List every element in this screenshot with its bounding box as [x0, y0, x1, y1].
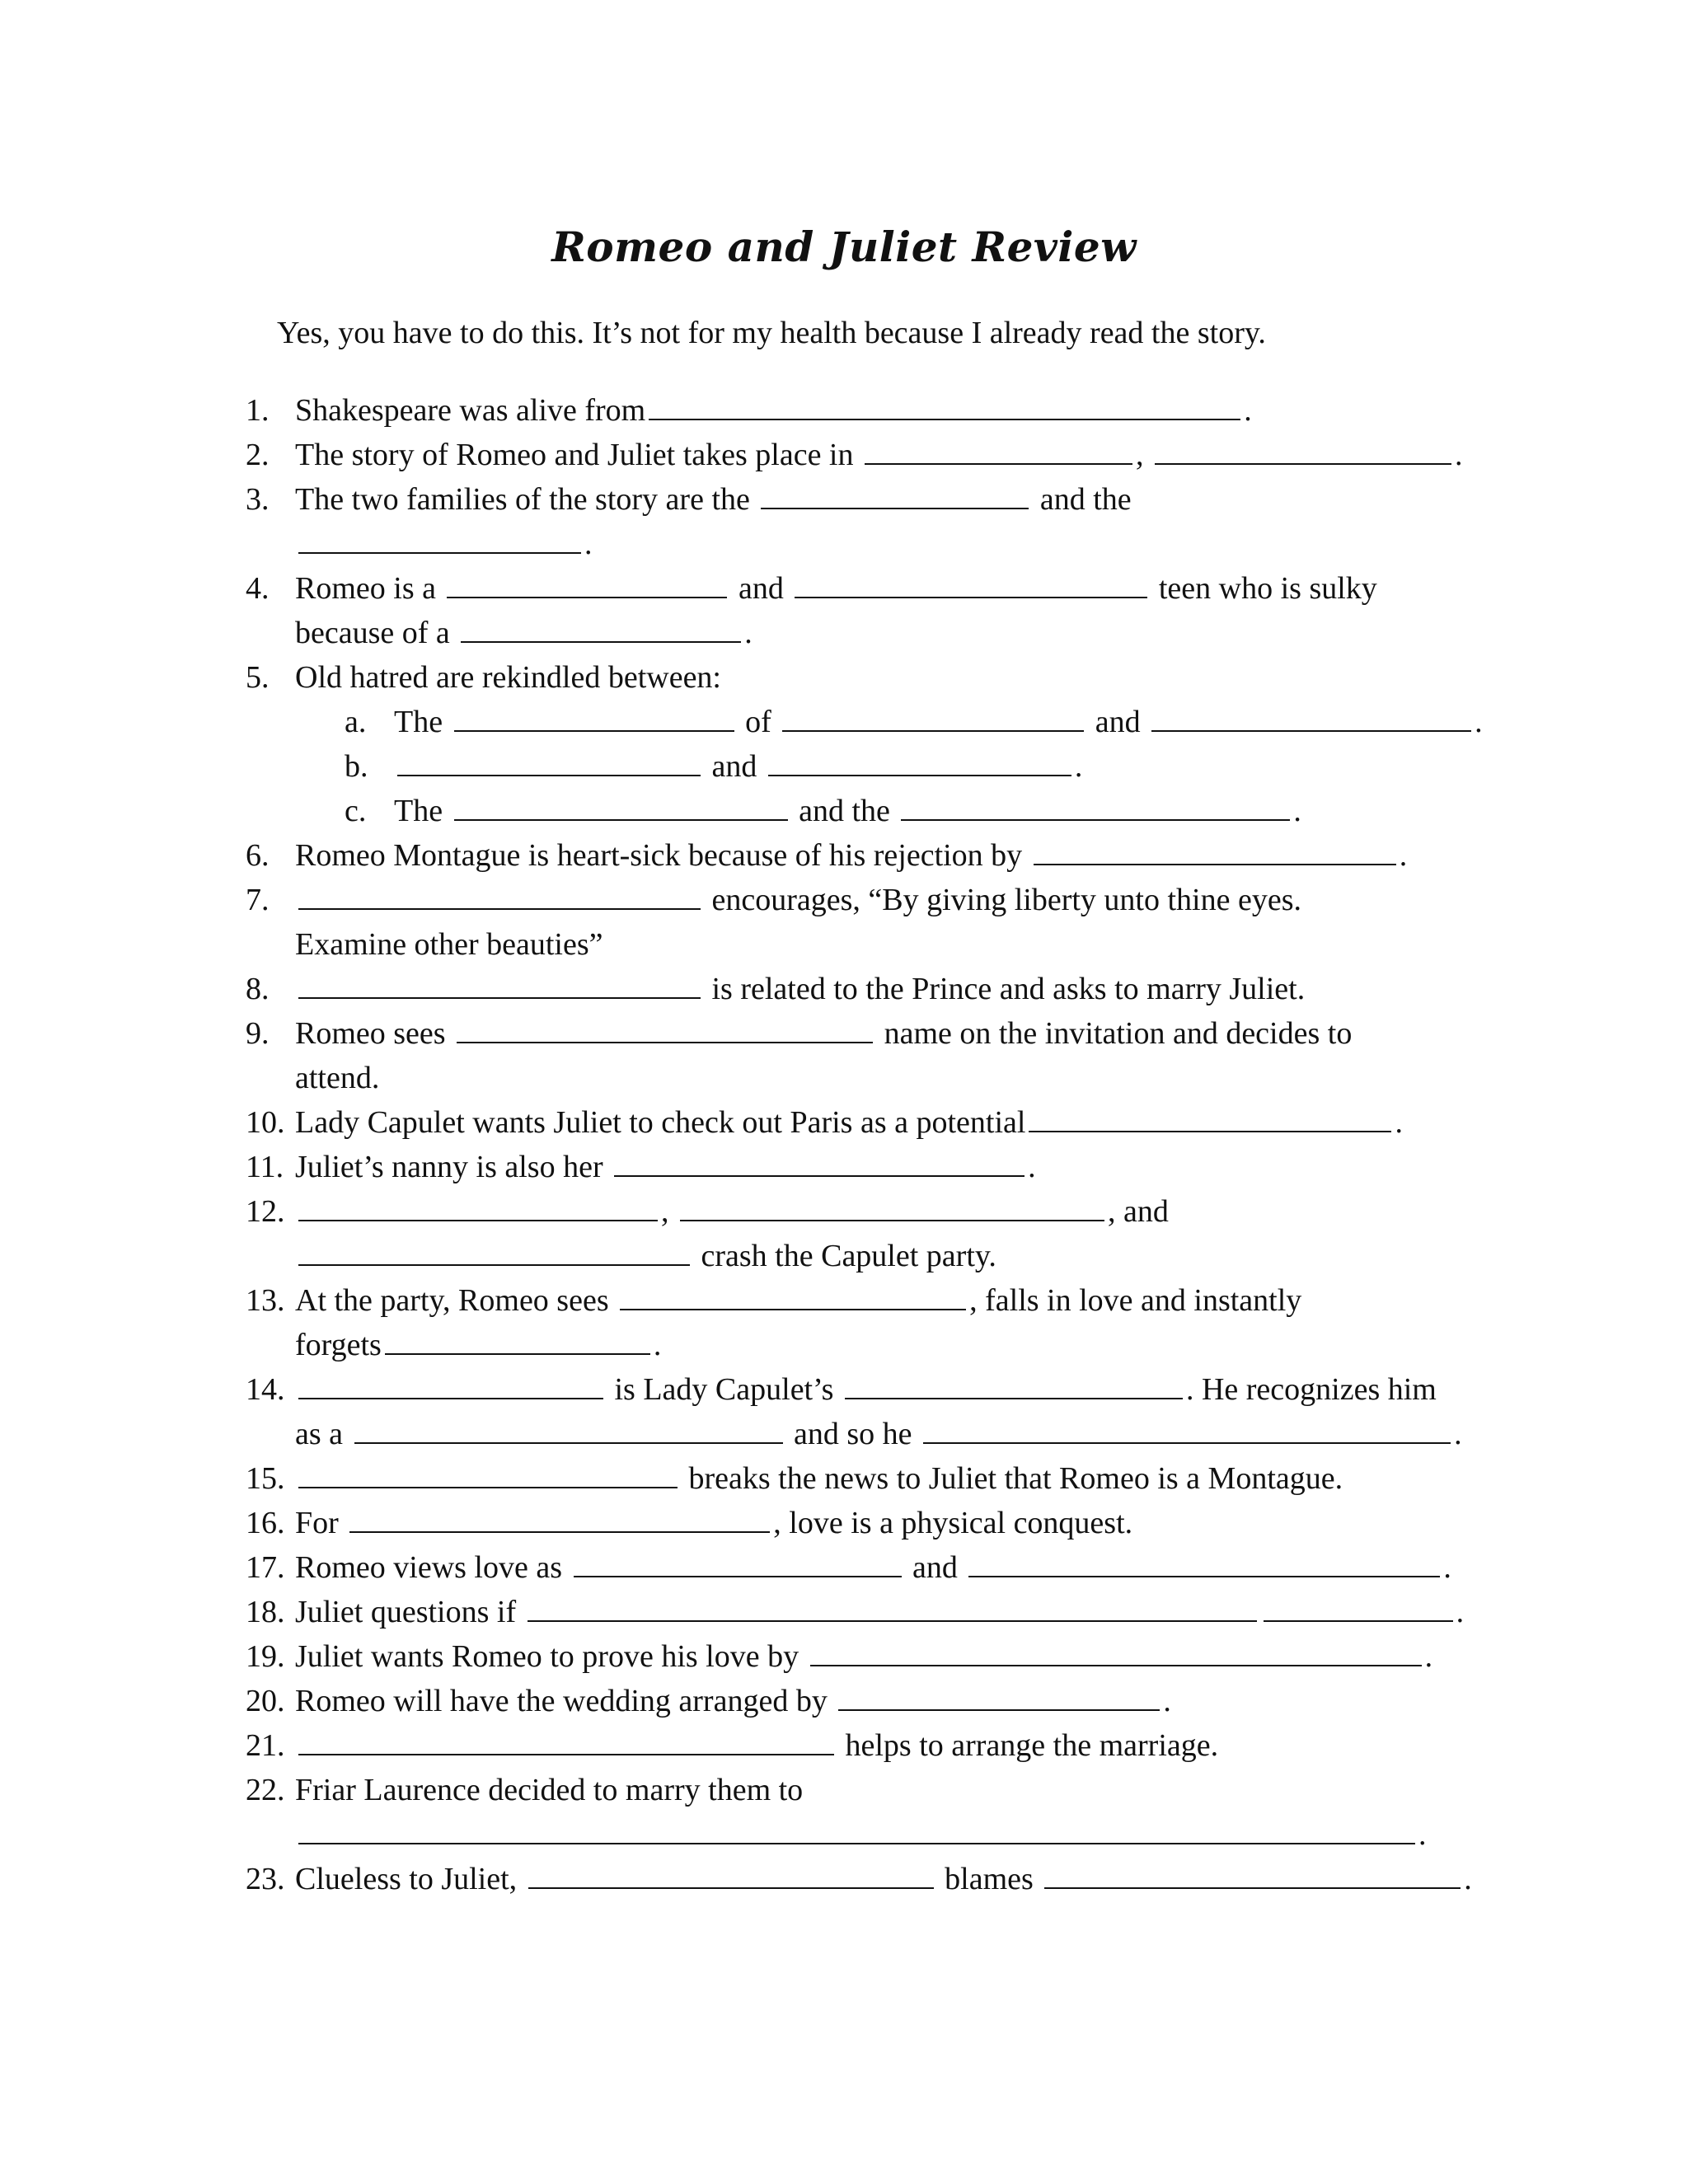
question-text: [295, 567, 1377, 610]
question-text-segment: Juliet questions if: [295, 1595, 524, 1629]
question-text-segment: Shakespeare was alive from: [295, 393, 646, 428]
question-text-segment: The story of Romeo and Juliet takes place in: [295, 438, 861, 472]
question-text-segment: .: [1163, 1684, 1171, 1718]
answer-blank[interactable]: [768, 745, 1071, 776]
answer-blank[interactable]: [782, 701, 1084, 732]
answer-blank[interactable]: [447, 567, 727, 598]
question-number: 20.: [246, 1684, 285, 1718]
question-text: [295, 1279, 1301, 1322]
question-text-segment: blames: [936, 1862, 1042, 1896]
answer-blank[interactable]: [298, 1368, 603, 1399]
question-text-segment: of: [737, 705, 780, 739]
question-text-segment: as a: [295, 1417, 351, 1451]
answer-blank[interactable]: [1264, 1591, 1453, 1622]
question-number: 3.: [246, 482, 270, 517]
answer-blank[interactable]: [901, 790, 1290, 821]
question-text: [295, 434, 1463, 476]
question-text: [295, 656, 721, 699]
question-text-segment: and: [730, 571, 792, 606]
answer-blank[interactable]: [298, 1457, 678, 1488]
answer-blank[interactable]: [680, 1190, 1104, 1221]
question-number: 6.: [246, 838, 270, 873]
answer-blank[interactable]: [845, 1368, 1183, 1399]
question-text-segment: attend.: [295, 1061, 380, 1095]
answer-blank[interactable]: [349, 1502, 770, 1533]
answer-blank[interactable]: [461, 612, 741, 643]
question-text-segment: .: [1475, 705, 1483, 739]
question-number: 21.: [246, 1728, 285, 1763]
question-text-segment: Romeo is a: [295, 571, 444, 606]
question-text: [295, 879, 1301, 921]
question-text-segment: .: [1395, 1105, 1403, 1140]
question-text: [295, 1680, 1171, 1722]
answer-blank[interactable]: [838, 1680, 1160, 1711]
answer-blank[interactable]: [620, 1279, 966, 1310]
question-text-segment: The two families of the story are the: [295, 482, 758, 517]
question-text-segment: forgets: [295, 1328, 382, 1362]
question-text-segment: .: [1464, 1862, 1472, 1896]
answer-blank[interactable]: [298, 1235, 690, 1266]
question-number: c.: [345, 794, 367, 828]
question-number: 12.: [246, 1194, 285, 1229]
answer-blank[interactable]: [454, 701, 734, 732]
question-text: [295, 1324, 661, 1366]
answer-blank[interactable]: [1044, 1858, 1461, 1889]
question-text: [394, 701, 1483, 743]
question-text: [295, 1101, 1403, 1144]
question-text-segment: is related to the Prince and asks to marry Juliet.: [704, 972, 1306, 1006]
question-text: [295, 834, 1407, 877]
answer-blank[interactable]: [298, 1190, 658, 1221]
question-text-segment: .: [584, 527, 593, 561]
question-text: [295, 1235, 996, 1277]
question-text: [295, 1724, 1218, 1767]
question-text-segment: For: [295, 1506, 347, 1540]
question-text-segment: .: [1028, 1150, 1036, 1184]
question-number: 11.: [246, 1150, 284, 1184]
question-number: 5.: [246, 660, 270, 695]
question-number: 14.: [246, 1372, 285, 1407]
question-number: 13.: [246, 1283, 285, 1318]
question-text: [295, 1546, 1451, 1589]
question-number: 1.: [246, 393, 270, 428]
question-number: 19.: [246, 1639, 285, 1674]
answer-blank[interactable]: [385, 1324, 650, 1355]
intro-text: Yes, you have to do this. It’s not for my health because I already read the story.: [277, 316, 1266, 350]
question-text-segment: teen who is sulky: [1151, 571, 1377, 606]
question-text: [295, 968, 1305, 1010]
question-number: 23.: [246, 1862, 285, 1896]
question-text-segment: breaks the news to Juliet that Romeo is a Montague.: [681, 1461, 1343, 1496]
answer-blank[interactable]: [865, 434, 1132, 465]
question-text-segment: , falls in love and instantly: [969, 1283, 1302, 1318]
question-number: 22.: [246, 1773, 285, 1807]
answer-blank[interactable]: [923, 1413, 1451, 1444]
question-text-segment: .: [653, 1328, 662, 1362]
answer-blank[interactable]: [298, 879, 701, 910]
answer-blank[interactable]: [574, 1546, 902, 1577]
question-text: [295, 1813, 1427, 1856]
question-text-segment: The: [394, 705, 451, 739]
question-text-segment: Examine other beauties”: [295, 927, 603, 962]
page-title: Romeo and Juliet Review: [551, 223, 1137, 271]
answer-blank[interactable]: [454, 790, 788, 821]
question-text: [295, 1591, 1464, 1633]
question-text-segment: , love is a physical conquest.: [773, 1506, 1133, 1540]
question-number: 17.: [246, 1550, 285, 1585]
question-number: 8.: [246, 972, 270, 1006]
question-number: 7.: [246, 883, 270, 917]
answer-blank[interactable]: [810, 1635, 1422, 1666]
question-text: [295, 1502, 1132, 1544]
answer-blank[interactable]: [298, 1724, 834, 1755]
question-text-segment: because of a: [295, 616, 458, 650]
question-text-segment: Lady Capulet wants Juliet to check out Paris as a potential: [295, 1105, 1026, 1140]
answer-blank[interactable]: [761, 478, 1029, 509]
question-text: [295, 1858, 1472, 1900]
answer-blank[interactable]: [1155, 434, 1451, 465]
question-text: [295, 523, 593, 565]
question-text: [295, 1769, 803, 1811]
question-text: [295, 1012, 1352, 1055]
question-number: 2.: [246, 438, 270, 472]
question-text-segment: .: [1455, 438, 1463, 472]
answer-blank[interactable]: [298, 968, 701, 999]
question-text-segment: and: [704, 749, 765, 784]
answer-blank[interactable]: [1034, 834, 1396, 865]
question-text-segment: name on the invitation and decides to: [876, 1016, 1353, 1051]
question-text: [295, 1190, 1169, 1233]
question-text-segment: .: [744, 616, 753, 650]
answer-blank[interactable]: [968, 1546, 1440, 1577]
question-text-segment: Romeo Montague is heart-sick because of his rejection by: [295, 838, 1030, 873]
question-text-segment: crash the Capulet party.: [693, 1239, 996, 1273]
question-text: [394, 790, 1301, 832]
question-text-segment: helps to arrange the marriage.: [837, 1728, 1219, 1763]
question-text-segment: . He recognizes him: [1185, 1372, 1437, 1407]
question-text-segment: Romeo views love as: [295, 1550, 570, 1585]
answer-blank[interactable]: [354, 1413, 783, 1444]
question-text: [394, 745, 1082, 788]
answer-blank[interactable]: [1151, 701, 1471, 732]
answer-blank[interactable]: [397, 745, 701, 776]
question-text-segment: .: [1424, 1639, 1433, 1674]
question-text-segment: Romeo sees: [295, 1016, 454, 1051]
question-number: 16.: [246, 1506, 285, 1540]
question-text-segment: encourages, “By giving liberty unto thine eyes.: [704, 883, 1301, 917]
answer-blank[interactable]: [795, 567, 1147, 598]
question-text: [295, 1635, 1432, 1678]
question-text: [295, 923, 603, 966]
question-text-segment: is Lady Capulet’s: [607, 1372, 842, 1407]
question-number: 10.: [246, 1105, 285, 1140]
answer-blank[interactable]: [528, 1591, 1257, 1622]
answer-blank[interactable]: [528, 1858, 934, 1889]
question-text-segment: At the party, Romeo sees: [295, 1283, 617, 1318]
question-text-segment: ,: [1136, 438, 1151, 472]
answer-blank[interactable]: [457, 1012, 873, 1043]
question-text-segment: Old hatred are rekindled between:: [295, 660, 721, 695]
question-text-segment: ,: [661, 1194, 677, 1229]
question-text-segment: and the: [1032, 482, 1132, 517]
question-text-segment: Friar Laurence decided to marry them to: [295, 1773, 804, 1807]
question-text-segment: .: [1399, 838, 1408, 873]
question-number: 9.: [246, 1016, 270, 1051]
question-text: [295, 612, 753, 654]
question-text: [295, 478, 1132, 521]
question-number: 4.: [246, 571, 270, 606]
question-number: b.: [345, 749, 368, 784]
question-text-segment: .: [1456, 1595, 1465, 1629]
question-text-segment: , and: [1108, 1194, 1169, 1229]
answer-blank[interactable]: [649, 389, 1240, 420]
question-number: a.: [345, 705, 367, 739]
question-text: [295, 389, 1252, 432]
question-text-segment: .: [1418, 1817, 1427, 1852]
question-number: 15.: [246, 1461, 285, 1496]
answer-blank[interactable]: [298, 1813, 1415, 1844]
question-text-segment: .: [1074, 749, 1083, 784]
question-text-segment: and: [904, 1550, 966, 1585]
question-text-segment: Juliet’s nanny is also her: [295, 1150, 612, 1184]
answer-blank[interactable]: [614, 1146, 1025, 1177]
question-text-segment: .: [1443, 1550, 1451, 1585]
question-number: 18.: [246, 1595, 285, 1629]
question-text: [295, 1368, 1437, 1411]
question-text: [295, 1413, 1462, 1455]
question-text-segment: and: [1087, 705, 1149, 739]
question-text-segment: Clueless to Juliet,: [295, 1862, 525, 1896]
question-text-segment: .: [1244, 393, 1252, 428]
question-text: [295, 1457, 1343, 1500]
question-text-segment: The: [394, 794, 451, 828]
answer-blank[interactable]: [298, 523, 581, 554]
question-text-segment: .: [1454, 1417, 1462, 1451]
question-text-segment: Romeo will have the wedding arranged by: [295, 1684, 836, 1718]
question-text-segment: and the: [790, 794, 898, 828]
question-text-segment: and so he: [785, 1417, 921, 1451]
question-text: [295, 1057, 379, 1099]
answer-blank[interactable]: [1029, 1101, 1391, 1132]
question-text: [295, 1146, 1036, 1188]
question-text-segment: Juliet wants Romeo to prove his love by: [295, 1639, 807, 1674]
question-text-segment: .: [1293, 794, 1301, 828]
